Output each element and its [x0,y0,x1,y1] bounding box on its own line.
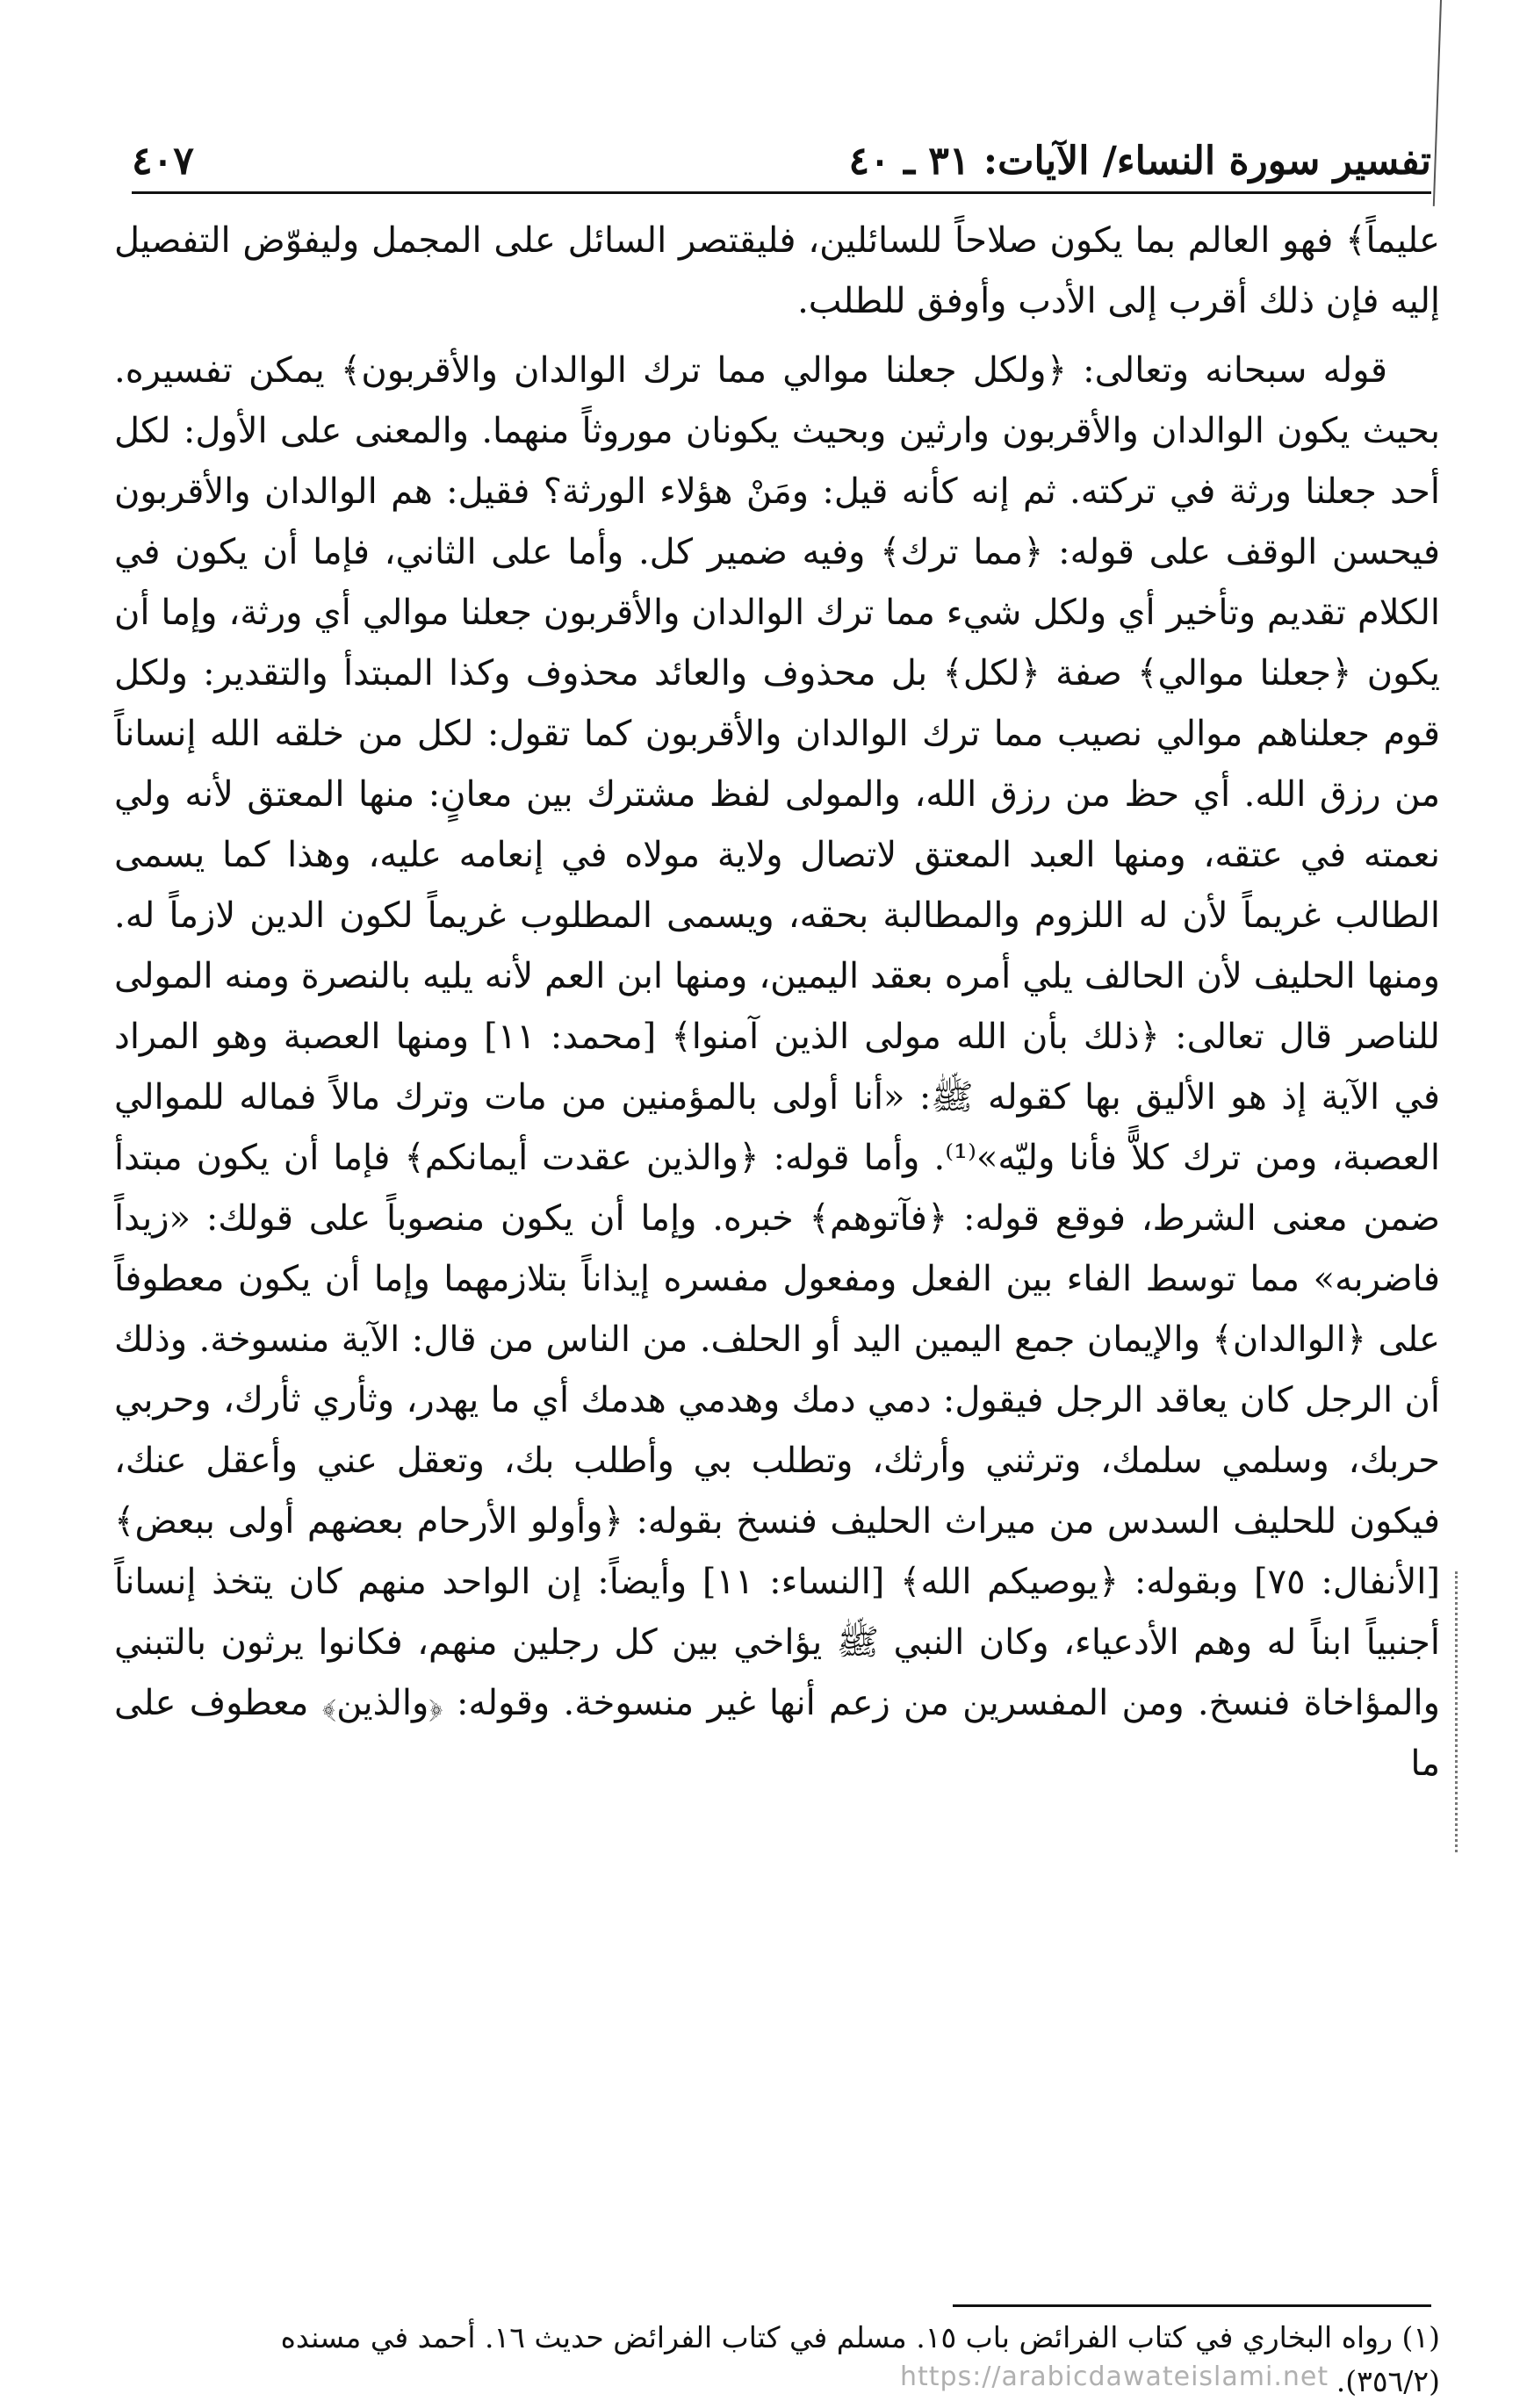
footnote-1-line-1: (١) رواه البخاري في كتاب الفرائض باب ١٥. مسلم في كتاب الفرائض حديث ١٦. أحمد في مسنده [280,2320,1440,2354]
header-rule [132,191,1431,194]
margin-scan-line [1433,0,1442,206]
page-number: ٤٠٧ [132,139,194,183]
margin-dotted-line [1455,1571,1458,1852]
running-title: تفسير سورة النساء/ الآيات: ٣١ ـ ٤٠ [848,139,1431,183]
paragraph-1: عليماً﴾ فهو العالم بما يكون صلاحاً للسائلين، فليقتصر السائل على المجمل وليفوّض التفصيل إليه فإن ذلك أقرب إلى الأدب وأوفق للطلب. [114,220,1440,321]
body-text [114,211,1440,1803]
watermark-url: https://arabicdawateislami.net [900,2361,1329,2392]
paragraph-2: قوله سبحانه وتعالى: ﴿ولكل جعلنا موالي مما ترك الوالدان والأقربون﴾ يمكن تفسيره. بحيث يكون الوالدان والأقربون وارثين وبحيث يكونان موروثاً منهما. والمعنى على الأول: لكل أحد جعلنا ورثة في تركته. ثم إنه كأنه قيل: ومَنْ هؤلاء الورثة؟ فقيل: هم الوالدان والأقربون فيحسن الوقف على قوله: ﴿مما ترك﴾ وفيه ضمير كل. وأما على الثاني، فإما أن يكون في الكلام تقديم وتأخير أي ولكل شيء مما ترك الوالدان والأقربون جعلنا موالي أي ورثة، وإما أن يكون ﴿جعلنا موالي﴾ صفة ﴿لكل﴾ بل محذوف والعائد محذوف وكذا المبتدأ والتقدير: ولكل قوم جعلناهم موالي نصيب مما ترك الوالدان والأقربون كما تقول: لكل من خلقه الله إنساناً من رزق الله. أي حظ من رزق الله، والمولى لفظ مشترك بين معانٍ: منها المعتق لأنه ولي نعمته في عتقه، ومنها العبد المعتق لاتصال ولاية مولاه في إنعامه عليه، وهذا كما يسمى الطالب غريماً لأن له اللزوم والمطالبة بحقه، ويسمى المطلوب غريماً لكون الدين لازماً له. ومنها الحليف لأن الحالف يلي أمره بعقد اليمين، ومنها ابن العم لأنه يليه بالنصرة ومنه المولى للناصر قال تعالى: ﴿ذلك بأن الله مولى الذين آمنوا﴾ [محمد: ١١] ومنها العصبة وهو المراد في الآية إذ هو الأليق بها كقوله ﷺ: «أنا أولى بالمؤمنين من مات وترك مالاً فماله للموالي العصبة، ومن ترك كلاًّ فأنا وليّه»⁽¹⁾. وأما قوله: ﴿والذين عقدت أيمانكم﴾ فإما أن يكون مبتدأ ضمن معنى الشرط، فوقع قوله: ﴿فآتوهم﴾ خبره. وإما أن يكون منصوباً على قولك: «زيداً فاضربه» مما توسط الفاء بين الفعل ومفعول مفسره إيذاناً بتلازمهما وإما أن يكون معطوفاً على ﴿الوالدان﴾ والإيمان جمع اليمين اليد أو الحلف. من الناس من قال: الآية منسوخة. وذلك أن الرجل كان يعاقد الرجل فيقول: دمي دمك وهدمي هدمك أي ما يهدر، وثأري ثأرك، وحربي حربك، وسلمي سلمك، وترثني وأرثك، وتطلب بي وأطلب بك، وتعقل عني وأعقل عنك، فيكون للحليف السدس من ميراث الحليف فنسخ بقوله: ﴿وأولو الأرحام بعضهم أولى ببعض﴾ [الأنفال: ٧٥] وبقوله: ﴿يوصيكم الله﴾ [النساء: ١١] وأيضاً: إن الواحد منهم كان يتخذ إنساناً أجنبياً ابناً له وهم الأدعياء، وكان النبي ﷺ يؤاخي بين كل رجلين منهم، فكانوا يرثون بالتبني والمؤاخاة فنسخ. ومن المفسرين من زعم أنها غير منسوخة. وقوله: ﴿والذين﴾ معطوف على ما [114,350,1441,1784]
page-header [132,139,1431,191]
footnote-rule [953,2304,1431,2307]
footnote-1-line-2: (٣٥٦/٢). [1336,2364,1440,2398]
